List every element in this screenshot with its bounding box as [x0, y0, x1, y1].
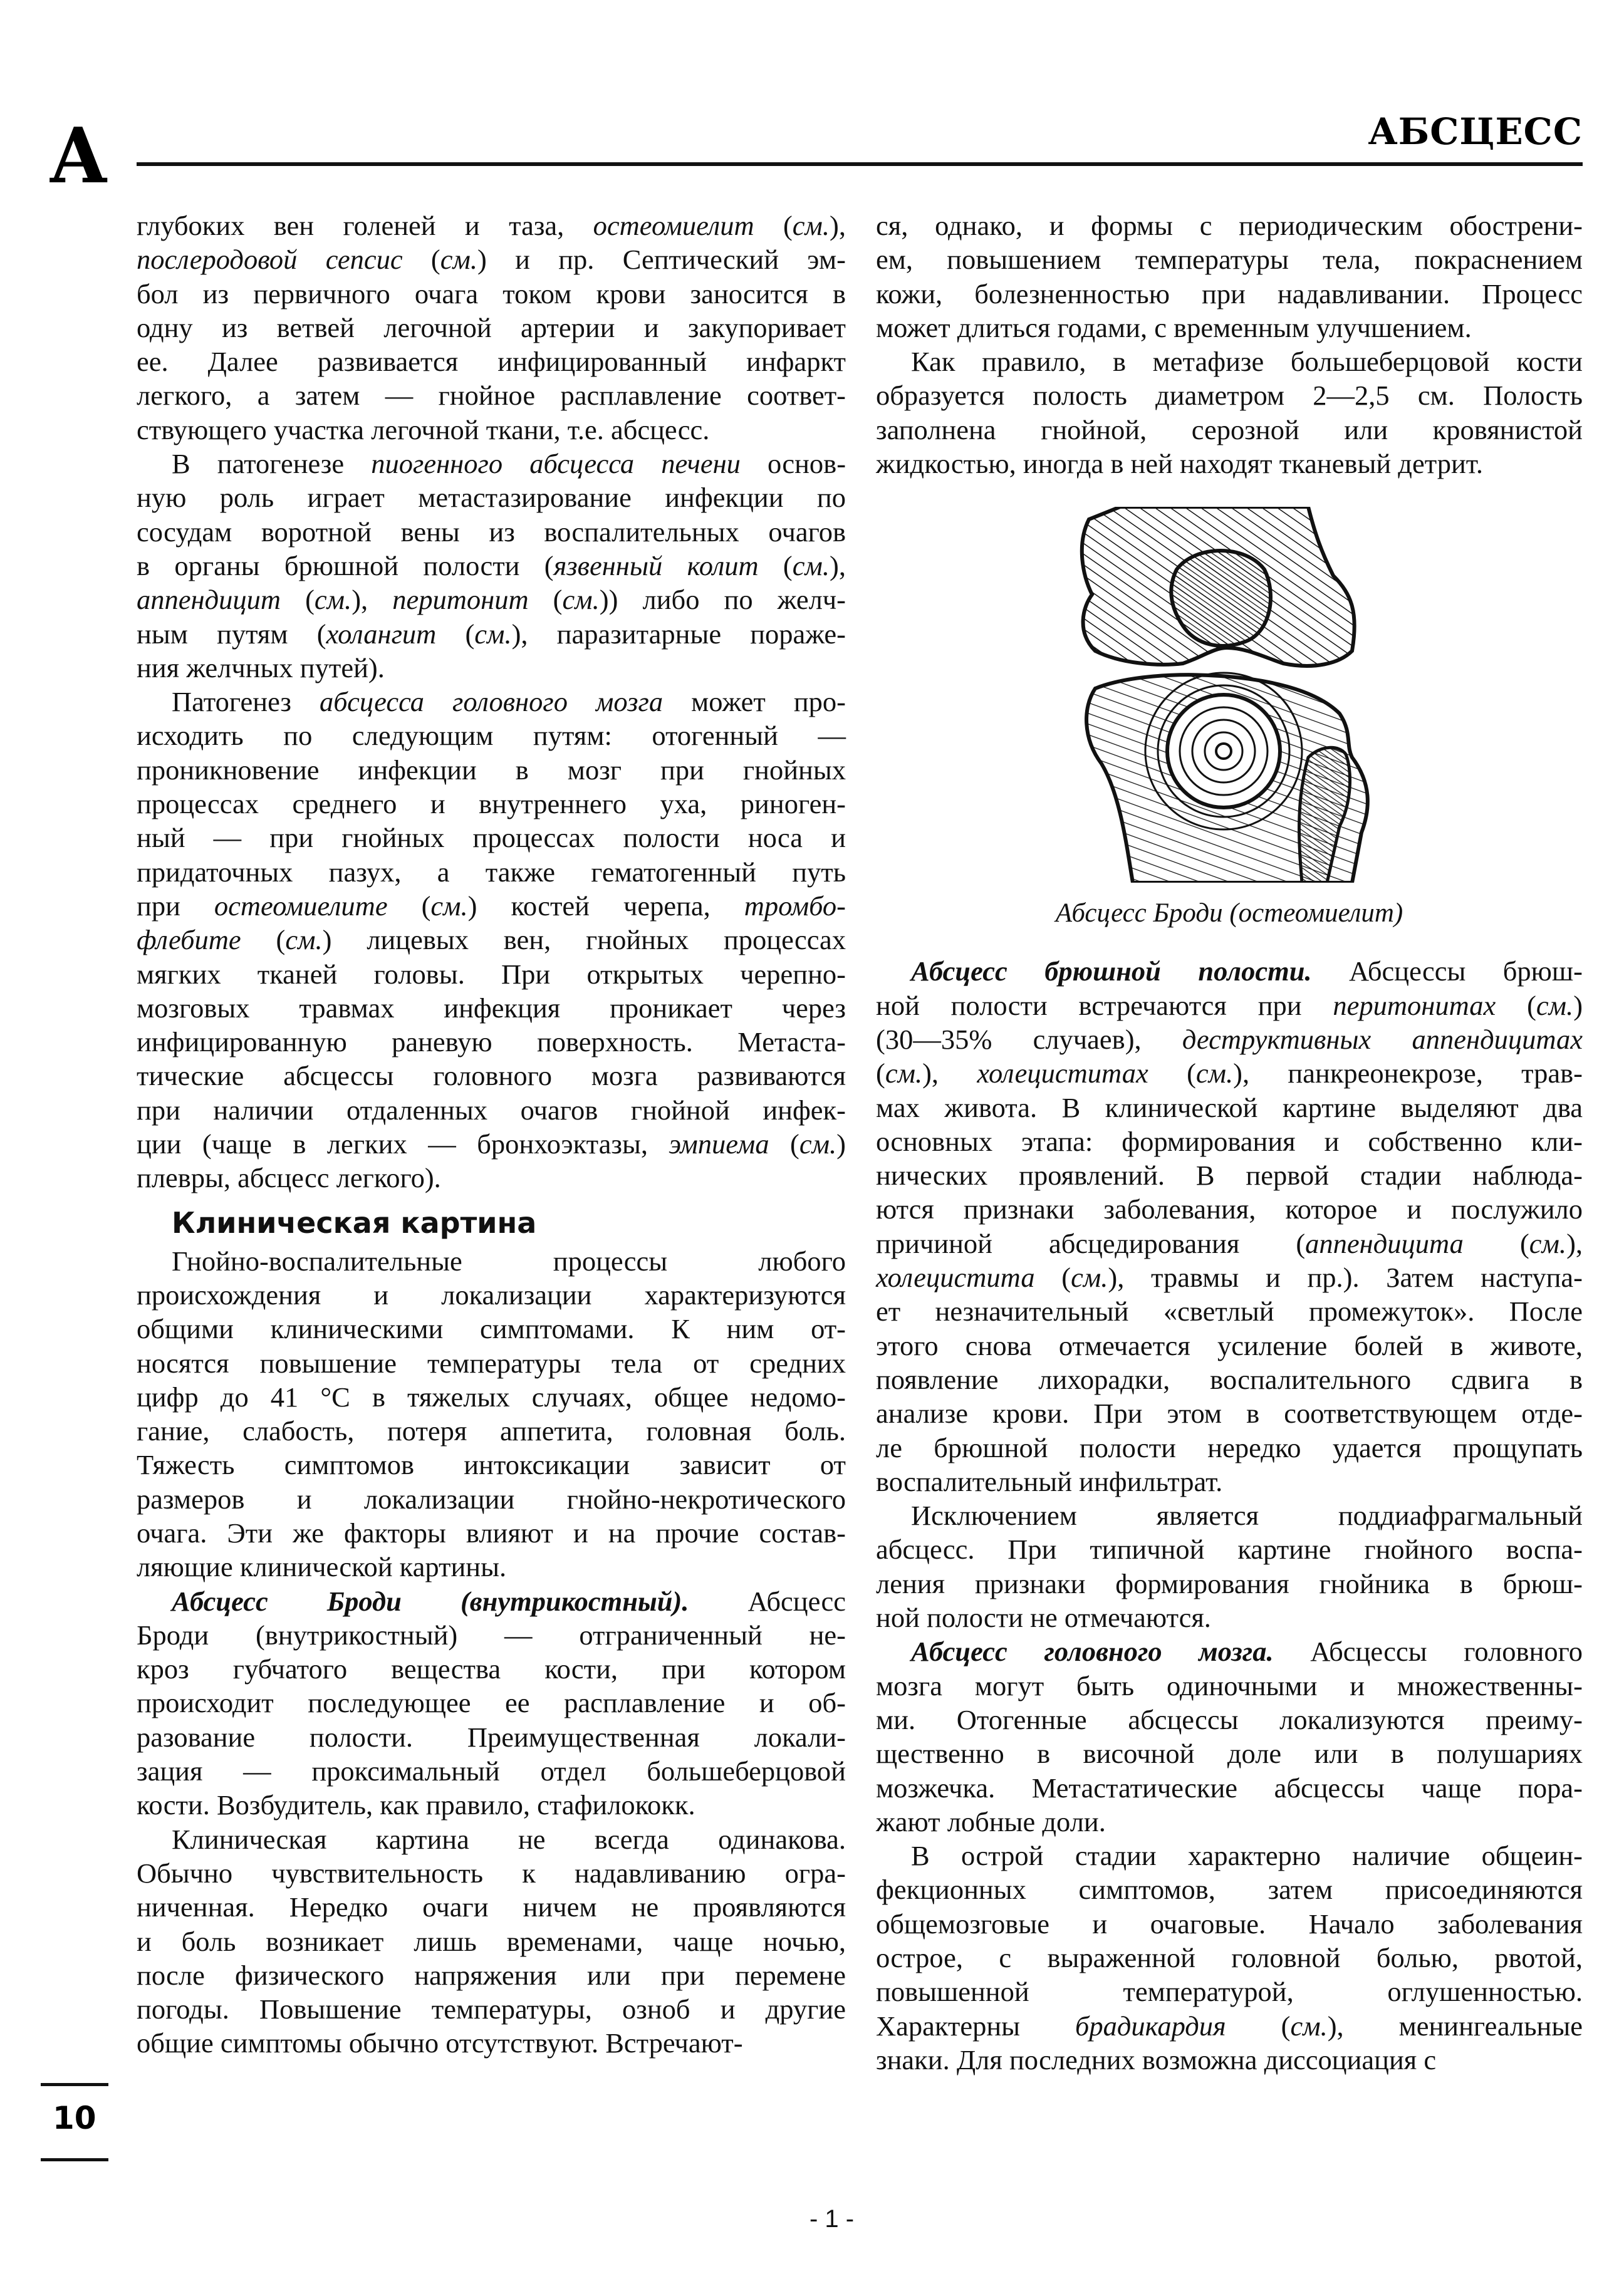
text-run: (30—35% случаев),	[876, 1023, 1182, 1055]
text-line	[137, 1161, 846, 1195]
text-line	[137, 1584, 846, 1618]
italic-term: пиогенного абсцесса печени	[371, 448, 741, 480]
text-line	[876, 1465, 1583, 1499]
figure	[876, 489, 1583, 954]
text-run: исходить по следующим путям: отогенный —	[137, 720, 846, 752]
text-line	[137, 1754, 846, 1788]
text-run: и боль возникает лишь временами, чаще ночью,	[137, 1925, 846, 1957]
text-run: ствующего участка легочной ткани, т.е. абсцесс.	[137, 413, 710, 445]
text-run: )	[1573, 989, 1583, 1021]
text-run: ляющие клинической картины.	[137, 1551, 507, 1583]
text-line	[137, 1720, 846, 1754]
text-run: ), паразитарные пораже-	[511, 618, 846, 650]
text-line	[137, 923, 846, 957]
italic-term: см.	[1529, 1227, 1567, 1259]
paragraph	[137, 1584, 846, 1822]
text-line	[137, 855, 846, 889]
italic-term: брадикардия	[1075, 2010, 1226, 2042]
text-line	[876, 1567, 1583, 1601]
text-line	[876, 2043, 1583, 2077]
text-run: основ-	[740, 448, 846, 480]
text-run: процессах среднего и внутреннего уха, риноген-	[137, 788, 846, 820]
italic-term: см.	[792, 549, 830, 581]
text-run: (	[1463, 1227, 1529, 1259]
text-line	[876, 1873, 1583, 1906]
text-run: мах живота. В клинической картине выделяют два	[876, 1091, 1583, 1123]
text-line	[876, 1601, 1583, 1634]
text-run: ),	[1566, 1227, 1583, 1259]
text-run: повышенной температурой, оглушенностью.	[876, 1976, 1583, 2008]
text-run: )) либо по желч-	[599, 584, 846, 616]
text-run: Как правило, в метафизе большеберцовой кости	[911, 346, 1583, 378]
text-run: основных этапа: формирования и собственно кли-	[876, 1125, 1583, 1157]
text-line	[137, 1025, 846, 1059]
text-line	[876, 1703, 1583, 1737]
text-line	[137, 1278, 846, 1312]
text-line	[876, 1975, 1583, 2008]
text-line	[137, 617, 846, 651]
text-run: мозга могут быть одиночными и множественны-	[876, 1670, 1583, 1701]
text-run: глубоких вен голеней и таза,	[137, 210, 593, 241]
text-run: ),	[922, 1057, 977, 1089]
text-line	[876, 1329, 1583, 1363]
text-line	[137, 1925, 846, 1958]
text-run: цифр до 41 °С в тяжелых случаях, общее недомо-	[137, 1381, 846, 1413]
italic-term: аппендицит	[137, 584, 281, 616]
text-run: ) костей черепа,	[467, 890, 744, 922]
text-line	[876, 1192, 1583, 1226]
knee-bone-illustration-icon	[1076, 507, 1371, 883]
folio-rule-bottom	[41, 2158, 108, 2161]
text-run: ) и пр. Септический эм-	[477, 244, 846, 276]
text-run: причиной абсцедирования (	[876, 1227, 1306, 1259]
text-run: ния желчных путей).	[137, 652, 385, 683]
text-line	[876, 209, 1583, 242]
text-line	[876, 1091, 1583, 1125]
text-line	[137, 515, 846, 549]
text-run: (	[436, 618, 475, 650]
text-run: может длиться годами, с временным улучшением.	[876, 311, 1472, 343]
text-run: (	[280, 584, 315, 616]
text-run: ной полости встречаются при	[876, 989, 1333, 1021]
text-run: инфицированную раневую поверхность. Метаста-	[137, 1026, 846, 1058]
run-in-heading: Абсцесс Броди (внутрикостный).	[172, 1585, 689, 1617]
italic-term: см.	[885, 1057, 923, 1089]
text-run: В острой стадии характерно наличие общеин-	[911, 1840, 1583, 1872]
text-run: ную роль играет метастазирование инфекции по	[137, 482, 846, 514]
text-run: заполнена гнойной, серозной или кровянистой	[876, 413, 1583, 445]
text-line	[876, 447, 1583, 480]
text-run: щественно в височной доле или в полушариях	[876, 1738, 1583, 1770]
text-run: гание, слабость, потеря аппетита, головная боль.	[137, 1415, 846, 1447]
text-run: (	[1496, 989, 1536, 1021]
text-line	[137, 719, 846, 752]
text-run: ) лицевых вен, гнойных процессах	[322, 924, 846, 956]
text-line	[137, 1127, 846, 1161]
text-line	[137, 447, 846, 480]
text-line	[137, 1312, 846, 1346]
italic-term: см.	[1071, 1262, 1108, 1294]
text-line	[137, 685, 846, 719]
text-line	[876, 2009, 1583, 2043]
text-run: тические абсцессы головного мозга развиваются	[137, 1060, 846, 1092]
text-run: общими клиническими симптомами. К ним от-	[137, 1313, 846, 1345]
text-run: острое, с выраженной головной болью, рвотой,	[876, 1941, 1583, 1973]
folio-rule-top	[41, 2083, 108, 2086]
text-run: общие симптомы обычно отсутствуют. Встречают-	[137, 2027, 743, 2059]
text-run: (	[754, 210, 793, 241]
text-run: абсцесс. При типичной картине гнойного воспа-	[876, 1534, 1583, 1566]
text-line	[876, 1158, 1583, 1192]
italic-term: см.	[474, 618, 512, 650]
text-run: Абсцессы брюш-	[1311, 955, 1583, 987]
text-run: после физического напряжения или при перемене	[137, 1959, 846, 1991]
italic-term: перитонитах	[1333, 989, 1496, 1021]
text-run: мозговых травмах инфекция проникает через	[137, 992, 846, 1024]
text-line	[137, 378, 846, 412]
text-line	[876, 1532, 1583, 1566]
text-line	[137, 957, 846, 991]
text-run: (	[1226, 2010, 1291, 2042]
text-run: анализе крови. При этом в соответствующем отде-	[876, 1398, 1583, 1430]
text-run: легкого, а затем — гнойное расплавление соответ-	[137, 380, 846, 412]
text-line	[137, 277, 846, 311]
paragraph	[876, 954, 1583, 1499]
text-line	[876, 378, 1583, 412]
text-line	[137, 889, 846, 923]
text-line	[137, 242, 846, 276]
paragraph	[876, 1839, 1583, 2077]
text-run: ным путям (	[137, 618, 326, 650]
section-heading: Клиническая картина	[172, 1205, 537, 1240]
text-run: происходит последующее ее расплавление и об-	[137, 1687, 846, 1719]
text-run: бол из первичного очага током крови заносится в	[137, 278, 846, 309]
text-line	[137, 1482, 846, 1516]
text-line	[876, 242, 1583, 276]
paragraph	[876, 345, 1583, 480]
text-run: Патогенез	[172, 686, 320, 718]
italic-term: см.	[1195, 1057, 1234, 1089]
text-run: ниченная. Нередко очаги ничем не проявляются	[137, 1891, 846, 1923]
italic-term: см.	[285, 924, 323, 956]
text-run: ),	[830, 210, 846, 241]
italic-term: послеродовой сепсис	[137, 244, 403, 276]
text-run: (	[758, 549, 793, 581]
running-head: АБСЦЕСС	[1368, 110, 1583, 153]
text-line	[876, 1737, 1583, 1770]
run-in-heading: Абсцесс брюшной полости.	[911, 955, 1312, 987]
paragraph	[876, 1634, 1583, 1839]
text-line	[137, 1890, 846, 1924]
text-line	[876, 1839, 1583, 1873]
text-run: (	[528, 584, 563, 616]
text-run: очага. Эти же факторы влияют и на прочие состав-	[137, 1517, 846, 1549]
text-run: (	[1034, 1262, 1071, 1294]
italic-term: см.	[562, 584, 600, 616]
text-run: Обычно чувствительность к надавливанию огра-	[137, 1857, 846, 1889]
text-run: общемозговые и очаговые. Начало заболевания	[876, 1908, 1583, 1940]
page-number: - 1 -	[809, 2205, 855, 2233]
section-letter: А	[49, 110, 108, 200]
text-run: ),	[830, 549, 846, 581]
text-line	[137, 1059, 846, 1093]
text-line	[137, 1686, 846, 1720]
text-run: ный — при гнойных процессах полости носа и	[137, 822, 846, 854]
italic-term: см.	[1290, 2010, 1328, 2042]
text-line	[137, 345, 846, 378]
text-line	[137, 209, 846, 242]
text-run: проникновение инфекции в мозг при гнойных	[137, 754, 846, 786]
text-line	[137, 1856, 846, 1890]
text-line	[876, 1771, 1583, 1805]
text-run: при наличии отдаленных очагов гнойной инфек-	[137, 1094, 846, 1126]
text-run: ной полости не отмечаются.	[876, 1602, 1211, 1634]
text-line	[137, 821, 846, 855]
text-line	[137, 480, 846, 514]
text-line	[137, 1822, 846, 1856]
text-line	[137, 787, 846, 821]
italic-term: остеомиелите	[214, 890, 388, 922]
text-run: ся, однако, и формы с периодическим обострени-	[876, 210, 1583, 241]
text-line	[876, 1941, 1583, 1975]
text-run: Абсцессы головного	[1273, 1636, 1583, 1668]
text-run: ее. Далее развивается инфицированный инфаркт	[137, 346, 846, 378]
italic-term: см.	[799, 1128, 837, 1160]
italic-term: деструктивных аппендицитах	[1182, 1023, 1583, 1055]
text-line	[137, 1346, 846, 1380]
text-line	[876, 1022, 1583, 1056]
text-run: жают лобные доли.	[876, 1805, 1106, 1837]
text-run: этого снова отмечается усиление болей в животе,	[876, 1329, 1583, 1361]
left-column	[137, 209, 846, 2060]
header-rule	[137, 162, 1583, 166]
text-run: знаки. Для последних возможна диссоциация с	[876, 2044, 1437, 2075]
text-run: ются признаки заболевания, которое и послужило	[876, 1193, 1583, 1225]
text-run: ми. Отогенные абсцессы локализуются преиму-	[876, 1703, 1583, 1735]
text-run: Гнойно-воспалительные процессы любого	[172, 1245, 846, 1277]
text-run: Исключением является поддиафрагмальный	[911, 1500, 1583, 1532]
text-line	[876, 1634, 1583, 1668]
text-run: кроз губчатого вещества кости, при котором	[137, 1653, 846, 1685]
text-run: появление лихорадки, воспалительного сдвига в	[876, 1363, 1583, 1395]
text-line	[137, 753, 846, 787]
text-line	[137, 1992, 846, 2026]
text-line	[137, 1958, 846, 1992]
paragraph	[137, 1822, 846, 2060]
text-line	[876, 345, 1583, 378]
text-run: фекционных симптомов, затем присоединяются	[876, 1874, 1583, 1906]
text-run: )	[836, 1128, 846, 1160]
text-run: нических проявлений. В первой стадии наблюда-	[876, 1160, 1583, 1192]
text-run: Абсцесс	[689, 1585, 846, 1617]
text-run: воспалительный инфильтрат.	[876, 1465, 1223, 1497]
text-line	[876, 1499, 1583, 1532]
italic-term: абсцесса головного мозга	[320, 686, 664, 718]
text-run: В патогенезе	[172, 448, 372, 480]
text-line	[137, 1516, 846, 1550]
text-run: погоды. Повышение температуры, озноб и другие	[137, 1993, 846, 2025]
italic-term: эмпиема	[669, 1128, 769, 1160]
italic-term: см.	[430, 890, 468, 922]
text-run: Броди (внутрикостный) — отграниченный не-	[137, 1619, 846, 1651]
italic-term: см.	[314, 584, 352, 616]
text-line	[876, 1669, 1583, 1703]
run-in-heading: Абсцесс головного мозга.	[911, 1636, 1274, 1668]
text-line	[876, 1396, 1583, 1430]
text-line	[137, 1380, 846, 1414]
text-run: происхождения и локализации характеризуются	[137, 1279, 846, 1311]
text-line	[137, 549, 846, 583]
text-line	[876, 1227, 1583, 1260]
paragraph	[137, 447, 846, 685]
italic-term: холецистита	[876, 1262, 1035, 1294]
paragraph	[137, 209, 846, 447]
text-line	[876, 277, 1583, 311]
italic-term: тромбо-	[744, 890, 846, 922]
text-run: Тяжесть симптомов интоксикации зависит от	[137, 1449, 846, 1481]
text-line	[876, 1363, 1583, 1396]
text-line	[876, 1056, 1583, 1090]
text-run: жидкостью, иногда в ней находят тканевый детрит.	[876, 448, 1483, 480]
text-run: при	[137, 890, 214, 922]
paragraph	[876, 1499, 1583, 1634]
text-run: (	[769, 1128, 799, 1160]
text-run: придаточных пазух, а также гематогенный путь	[137, 856, 846, 888]
text-line	[137, 1550, 846, 1584]
text-line	[876, 1431, 1583, 1465]
text-run: Характерны	[876, 2010, 1075, 2042]
text-run: ления признаки формирования гнойника в брюш-	[876, 1567, 1583, 1599]
text-run: (	[876, 1057, 885, 1089]
text-line	[137, 1414, 846, 1448]
text-run: может про-	[663, 686, 846, 718]
italic-term: перитонит	[392, 584, 529, 616]
italic-term: флебите	[137, 924, 241, 956]
text-line	[137, 311, 846, 345]
text-run: (	[387, 890, 431, 922]
text-line	[137, 583, 846, 616]
text-line	[876, 1907, 1583, 1941]
text-line	[876, 954, 1583, 988]
text-run: ), панкреонекрозе, трав-	[1233, 1057, 1583, 1089]
text-line	[137, 991, 846, 1025]
text-run: ), менингеальные	[1327, 2010, 1583, 2042]
text-line	[137, 1618, 846, 1652]
text-run: размеров и локализации гнойно-некротического	[137, 1483, 846, 1515]
paragraph	[137, 685, 846, 1195]
figure-caption: Абсцесс Броди (остеомиелит)	[1055, 898, 1403, 928]
text-line	[137, 1244, 846, 1278]
text-run: ),	[351, 584, 393, 616]
text-run: кости. Возбудитель, как правило, стафилококк.	[137, 1789, 695, 1821]
text-run: ем, повышением температуры тела, покраснением	[876, 244, 1583, 276]
text-run: (	[1148, 1057, 1196, 1089]
text-run: сосудам воротной вены из воспалительных очагов	[137, 516, 846, 548]
text-run: ле брюшной полости нередко удается прощупать	[876, 1431, 1583, 1463]
text-line	[137, 2026, 846, 2060]
text-run: ции (чаще в легких — бронхоэктазы,	[137, 1128, 669, 1160]
italic-term: холециститах	[977, 1057, 1148, 1089]
italic-term: холангит	[326, 618, 437, 650]
text-line	[876, 1294, 1583, 1328]
text-run: плевры, абсцесс легкого).	[137, 1162, 441, 1194]
text-line	[137, 413, 846, 447]
text-line	[876, 989, 1583, 1022]
italic-term: язвенный колит	[553, 549, 759, 581]
text-line	[137, 1448, 846, 1482]
italic-term: остеомиелит	[593, 210, 754, 241]
text-run: мозжечка. Метастатические абсцессы чаще пора-	[876, 1772, 1583, 1804]
text-line	[876, 311, 1583, 345]
text-run: мягких тканей головы. При открытых черепно-	[137, 958, 846, 990]
text-run: Клиническая картина не всегда одинакова.	[172, 1823, 846, 1855]
text-line	[876, 1125, 1583, 1158]
right-column	[876, 209, 1583, 2077]
text-run: зация — проксимальный отдел большеберцовой	[137, 1755, 846, 1787]
text-run: ет незначительный «светлый промежуток». После	[876, 1296, 1583, 1327]
paragraph	[137, 1244, 846, 1584]
italic-term: см.	[792, 210, 830, 241]
text-line	[137, 1093, 846, 1127]
paragraph	[876, 209, 1583, 345]
text-run: образуется полость диаметром 2—2,5 см. Полость	[876, 380, 1583, 412]
text-run: носятся повышение температуры тела от средних	[137, 1347, 846, 1379]
text-run: одну из ветвей легочной артерии и закупоривает	[137, 311, 846, 343]
text-line	[137, 1788, 846, 1822]
text-line	[137, 1652, 846, 1686]
text-line	[876, 1805, 1583, 1839]
text-run: кожи, болезненностью при надавливании. Процесс	[876, 278, 1583, 309]
text-run: в органы брюшной полости (	[137, 549, 554, 581]
text-run: разование полости. Преимущественная локали-	[137, 1721, 846, 1753]
italic-term: см.	[440, 244, 478, 276]
text-run: ), травмы и пр.). Затем наступа-	[1108, 1262, 1583, 1294]
folio-number: 10	[53, 2100, 96, 2136]
text-run: (	[402, 244, 440, 276]
italic-term: см.	[1536, 989, 1574, 1021]
text-line	[876, 1260, 1583, 1294]
text-run: (	[241, 924, 286, 956]
text-line	[876, 413, 1583, 447]
text-line	[137, 651, 846, 685]
italic-term: аппендицита	[1305, 1227, 1464, 1259]
